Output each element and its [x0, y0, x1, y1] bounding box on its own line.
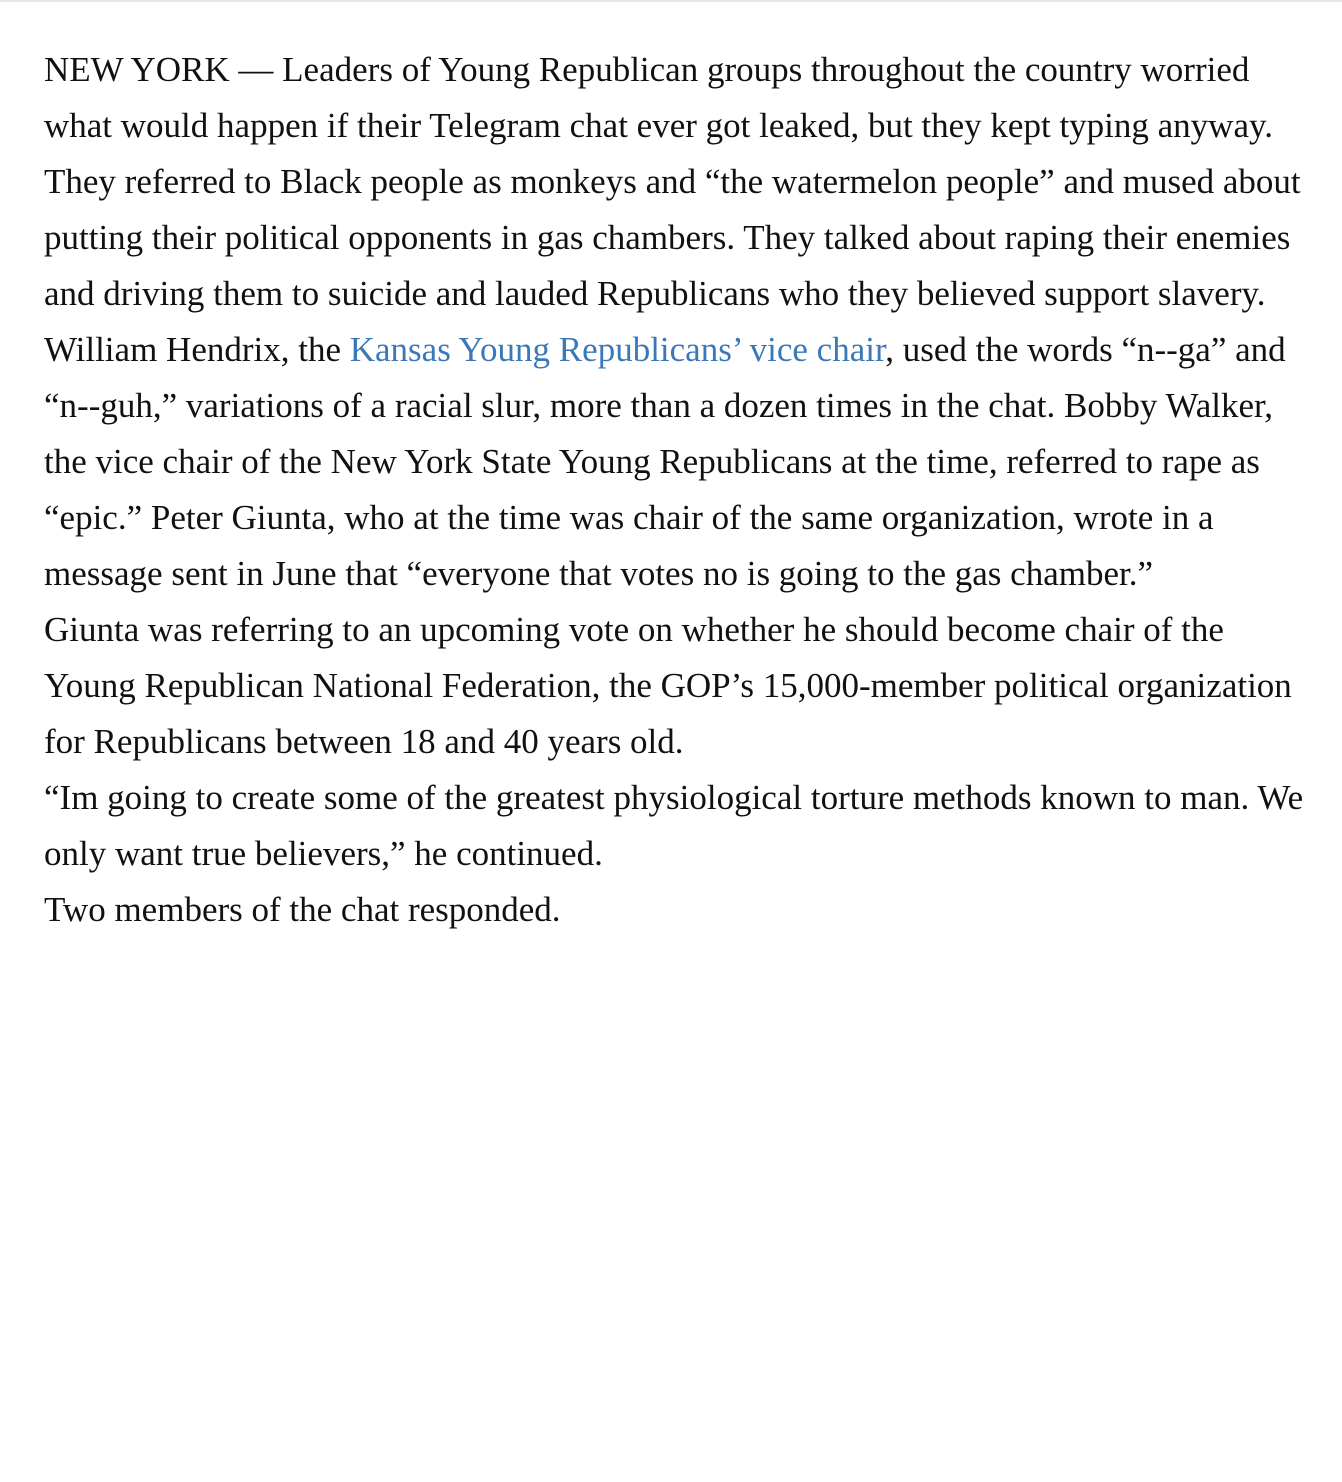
top-divider — [0, 0, 1342, 2]
paragraph-1: NEW YORK — Leaders of Young Republican groups throughout the country worried what would happen if their Telegram chat ever got leaked, but they kept typing anyway. — [44, 50, 1273, 145]
paragraph-3-trailing-text: , used the words “n--ga” and “n--guh,” variations of a racial slur, more than a dozen times in the chat. Bobby Walker, the vice chair of the New York State Young Republicans at the time, referred to rape as “epic.” Peter Giunta, who at the time was chair of the same organization, wrote in a message sent in June that “everyone that votes no is going to the gas chamber.” — [44, 330, 1286, 593]
paragraph-3-lead-text: William Hendrix, the — [44, 330, 350, 369]
paragraph-6: Two members of the chat responded. — [44, 890, 561, 929]
paragraph-4: Giunta was referring to an upcoming vote on whether he should become chair of the Young Republican National Federation, the GOP’s 15,000-member political organization for Republicans between 18 and 40 years old. — [44, 610, 1292, 761]
article-body — [44, 42, 1314, 938]
paragraph-3 — [44, 322, 1314, 602]
paragraph-2: They referred to Black people as monkeys and “the watermelon people” and mused about putting their political opponents in gas chambers. They talked about raping their enemies and driving them to suicide and lauded Republicans who they believed support slavery. — [44, 162, 1301, 313]
kansas-young-republicans-link[interactable]: Kansas Young Republicans’ vice chair — [349, 330, 886, 369]
paragraph-5: “Im going to create some of the greatest physiological torture methods known to man. We only want true believers,” he continued. — [44, 778, 1304, 873]
